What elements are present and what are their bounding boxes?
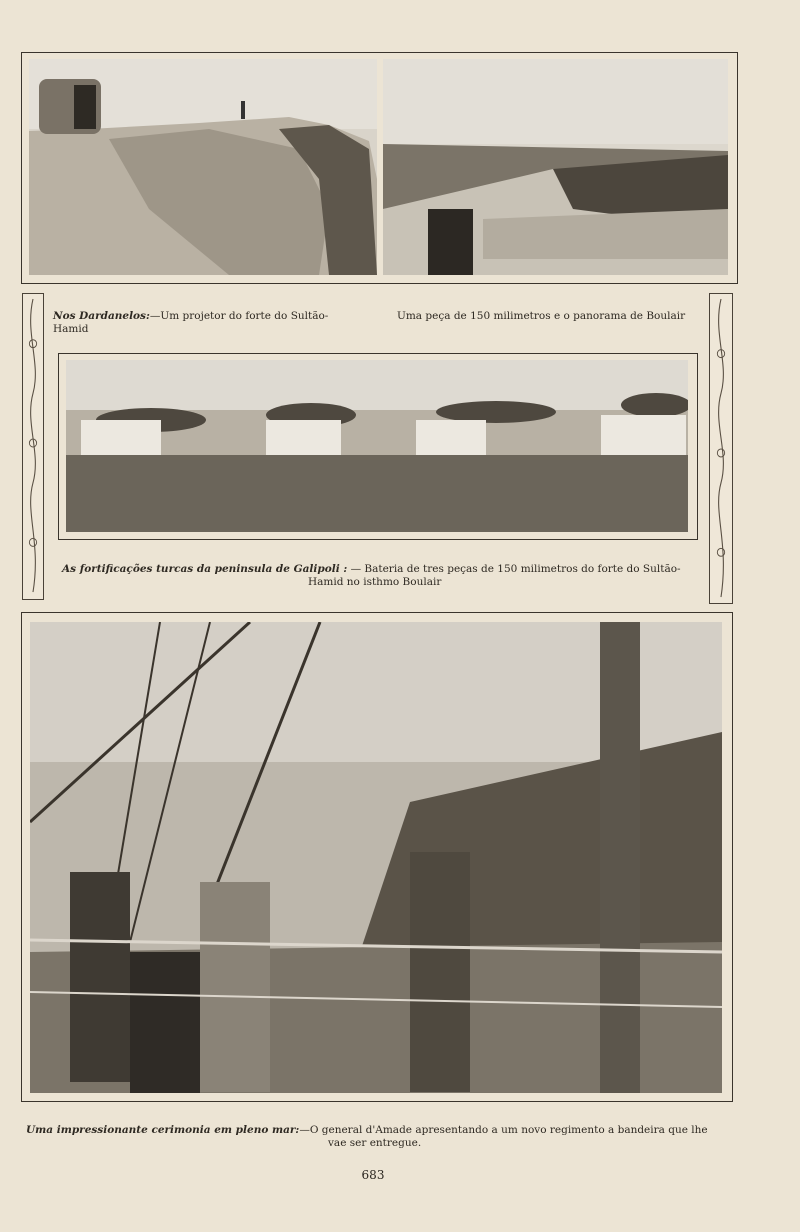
- left-floral-border: [22, 293, 44, 600]
- top-caption-left: —Um projetor do forte do Sultão-Hamid: [53, 310, 329, 335]
- photo-gun-boulair-panorama: [383, 59, 728, 275]
- middle-caption-line2: Hamid no isthmo Boulair: [308, 576, 442, 588]
- top-caption-right: Uma peça de 150 milimetros e o panorama de Boulair: [397, 310, 686, 322]
- right-floral-border: [709, 293, 733, 604]
- bottom-caption-line2: vae ser entregue.: [328, 1137, 422, 1149]
- top-caption: [53, 310, 353, 336]
- bottom-caption-line1: —O general d'Amade apresentando a um novo regimento a bandeira que lhe: [299, 1124, 708, 1136]
- bottom-caption: [26, 1124, 736, 1137]
- middle-caption: [62, 563, 702, 576]
- bottom-caption-lead: Uma impressionante cerimonia em pleno mar:: [26, 1124, 300, 1136]
- photo-battery-sultan-hamid: [66, 360, 688, 532]
- photo-ceremony-at-sea: [30, 622, 722, 1093]
- middle-caption-lead: As fortificações turcas da peninsula de Galipoli :: [62, 563, 348, 575]
- top-caption-lead: Nos Dardanelos:: [53, 310, 150, 322]
- photo-searchlight-fort: [29, 59, 377, 275]
- middle-caption-line1: — Bateria de tres peças de 150 milimetros do forte do Sultão-: [350, 563, 681, 575]
- page-number: 683: [361, 1168, 385, 1182]
